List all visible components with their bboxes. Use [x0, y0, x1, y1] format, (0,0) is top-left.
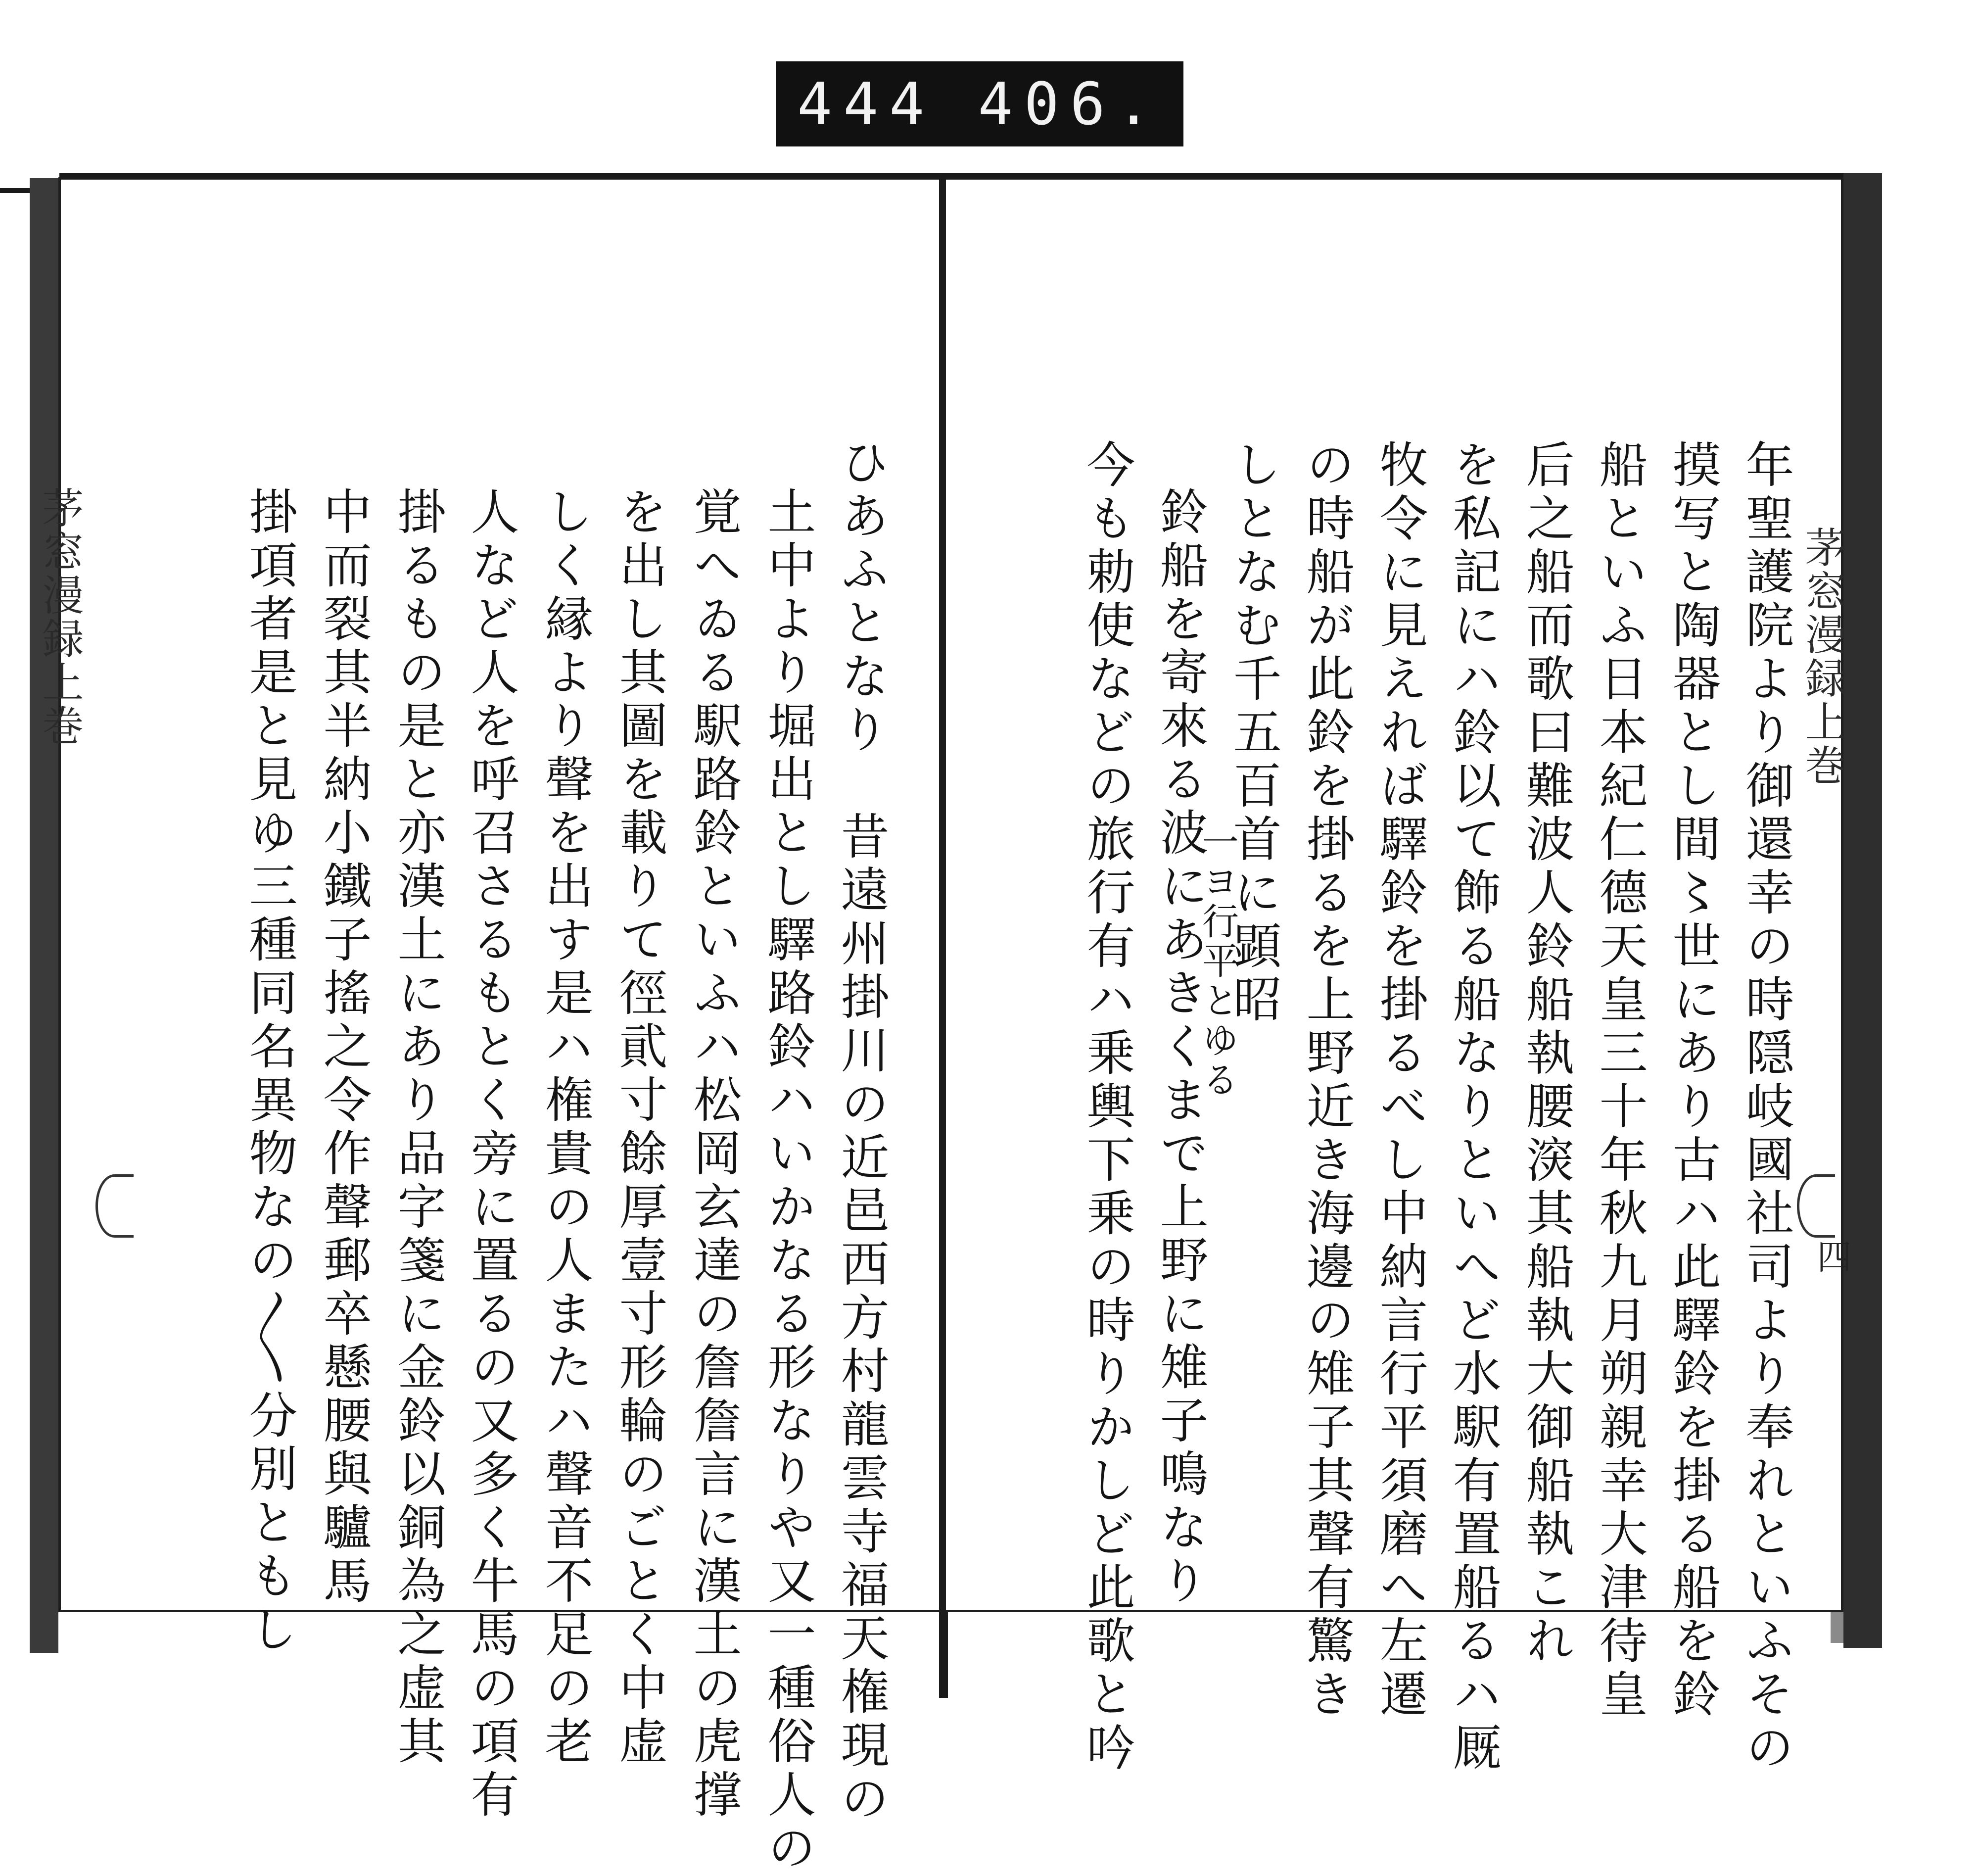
right-page-side-title: 茅窓漫録上巻 — [1798, 526, 1847, 787]
right-column-3: 船といふ日本紀仁德天皇三十年秋九月朔親幸大津待皇 — [1591, 439, 1648, 1722]
left-page — [36, 177, 946, 1876]
left-fold-mark — [95, 1174, 134, 1238]
book-left-margin — [30, 178, 58, 1653]
right-fold-mark — [1797, 1174, 1835, 1238]
left-column-5: しく縁より聲を出す是ハ権貴の人またハ聲音不足の老 — [537, 486, 593, 1769]
frame-counter-left: 444 — [797, 70, 936, 138]
book-right-margin — [1843, 173, 1882, 1648]
right-column-8: しとなむ千五百首に顕昭 — [1225, 439, 1281, 1027]
left-column-8: 中而裂其半納小鐵子搖之令作聲郵卒懸腰與驢馬 — [315, 486, 372, 1609]
left-column-4: を出し其圖を載りて徑貮寸餘厚壹寸形輪のごとく中虚 — [611, 486, 667, 1769]
right-attribution: 一ヨ行平とゆる — [1196, 823, 1239, 1100]
right-page — [946, 177, 1852, 1776]
right-column-5: を私記にハ鈴以て飾る船なりといへど水駅有置船るハ厩 — [1445, 439, 1501, 1776]
left-page-side-title: 茅窓漫録上巻 — [36, 486, 84, 748]
right-column-1: 年聖護院より御還幸の時隠岐國社司より奉れといふその — [1738, 439, 1794, 1776]
left-column-7: 掛るもの是と亦漢土にあり品字箋に金鈴以銅為之虚其 — [389, 486, 446, 1769]
left-column-9: 掛項者是と見ゆ三種同名異物なの〳〵分別ともし — [241, 486, 297, 1657]
frame-counter — [776, 61, 1183, 146]
right-column-9: 鈴船を寄來る波にあきくまで上野に雉子鳴なり — [1152, 486, 1208, 1609]
left-column-3: 覚へゐる駅路鈴といふハ松岡玄達の詹詹言に漢土の虎撑 — [685, 486, 742, 1823]
left-column-1: ひあふとなり 昔遠州掛川の近邑西方村龍雲寺福天権現の — [833, 437, 889, 1827]
left-column-6: 人など人を呼召さるもとく旁に置るの又多く牛馬の項有 — [463, 486, 519, 1823]
right-column-6: 牧令に見えれば驛鈴を掛るべし中納言行平須磨へ左遷 — [1371, 439, 1428, 1722]
left-column-2: 土中より堀出とし驛路鈴ハいかなる形なりや又一種俗人の — [759, 486, 816, 1876]
frame-counter-right: 406. — [978, 70, 1162, 138]
right-column-10: 今も勅使などの旅行有ハ乗輿下乗の時りかしど此歌と吟 — [1079, 439, 1135, 1776]
right-column-2: 摸写と陶器とし間〻世にあり古ハ此驛鈴を掛る船を鈴 — [1664, 439, 1721, 1722]
right-column-7: の時船が此鈴を掛るを上野近き海邊の雉子其聲有驚き — [1298, 439, 1355, 1722]
right-column-4: 后之船而歌曰難波人鈴船執腰㴱其船執大御船執これ — [1518, 439, 1574, 1669]
page-number: 四 — [1811, 1239, 1852, 1273]
